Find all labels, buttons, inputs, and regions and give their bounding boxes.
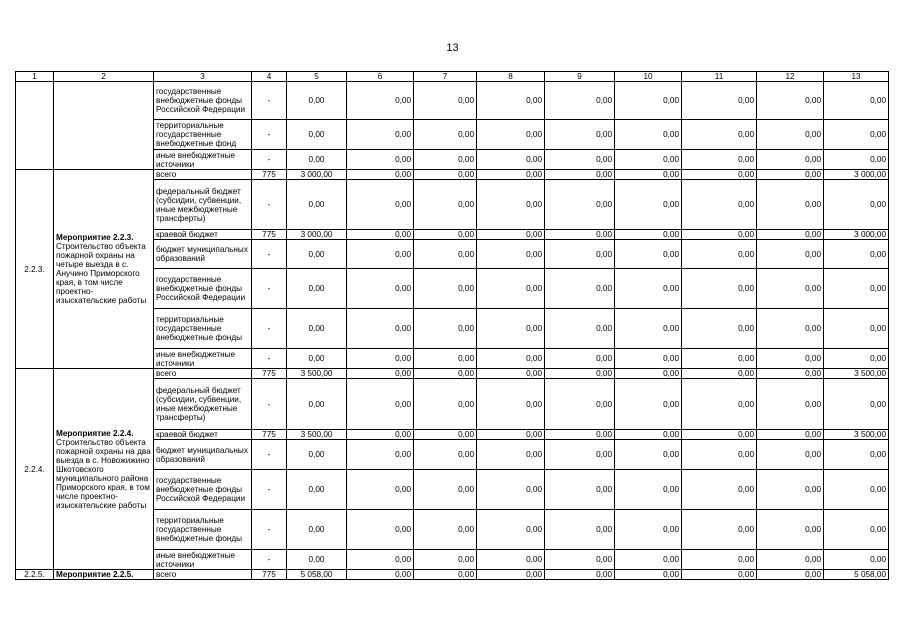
- measure-title: Мероприятие 2.2.3.: [56, 233, 134, 242]
- amount-cell: 0,00: [682, 550, 757, 570]
- amount-cell: 0,00: [682, 369, 757, 379]
- amount-cell: 0,00: [824, 82, 889, 120]
- amount-cell: 0,00: [545, 349, 615, 369]
- amount-cell: 0,00: [615, 550, 682, 570]
- measure-description: Строительство объекта пожарной охраны на четыре выезда в с. Анучино Приморского края, в том числе проектно-изыскательские работы: [56, 242, 147, 305]
- funding-source: федеральный бюджет (субсидии, субвенции, иные межбюджетные трансферты): [154, 180, 252, 230]
- amount-cell: 0,00: [615, 430, 682, 440]
- amount-cell: 3 500,00: [824, 430, 889, 440]
- amount-cell: 0,00: [757, 230, 824, 240]
- amount-cell: 0,00: [545, 180, 615, 230]
- amount-cell: 0,00: [414, 82, 477, 120]
- amount-cell: 0,00: [545, 170, 615, 180]
- measure-code: 2.2.3.: [16, 170, 54, 369]
- amount-cell: 0,00: [615, 369, 682, 379]
- amount-cell: 0,00: [545, 570, 615, 580]
- amount-cell: 0,00: [757, 309, 824, 349]
- amount-cell: 3 000,00: [824, 230, 889, 240]
- amount-cell: 0,00: [757, 120, 824, 150]
- amount-cell: 0,00: [414, 430, 477, 440]
- grbs-code: 775: [252, 170, 287, 180]
- column-header-9: 9: [545, 72, 615, 82]
- amount-cell: 0,00: [615, 240, 682, 269]
- amount-cell: 0,00: [477, 430, 545, 440]
- funding-source: иные внебюджетные источники: [154, 550, 252, 570]
- amount-cell: 0,00: [545, 510, 615, 550]
- amount-cell: 0,00: [287, 470, 347, 510]
- amount-cell: 0,00: [545, 120, 615, 150]
- grbs-code: -: [252, 510, 287, 550]
- amount-cell: 0,00: [824, 379, 889, 430]
- column-header-10: 10: [615, 72, 682, 82]
- measure-code: 2.2.4.: [16, 369, 54, 570]
- amount-cell: 0,00: [682, 349, 757, 369]
- measure-code: [16, 82, 54, 170]
- amount-cell: 0,00: [347, 440, 414, 470]
- amount-cell: 0,00: [477, 470, 545, 510]
- amount-cell: 0,00: [477, 180, 545, 230]
- amount-cell: 0,00: [545, 82, 615, 120]
- column-header-12: 12: [757, 72, 824, 82]
- amount-cell: 0,00: [414, 379, 477, 430]
- grbs-code: -: [252, 550, 287, 570]
- amount-cell: 3 500,00: [287, 369, 347, 379]
- amount-cell: 0,00: [414, 170, 477, 180]
- funding-source: иные внебюджетные источники: [154, 349, 252, 369]
- amount-cell: 0,00: [682, 440, 757, 470]
- amount-cell: 0,00: [682, 430, 757, 440]
- column-header-13: 13: [824, 72, 889, 82]
- amount-cell: 0,00: [477, 570, 545, 580]
- grbs-code: -: [252, 240, 287, 269]
- amount-cell: 0,00: [477, 240, 545, 269]
- amount-cell: 0,00: [757, 349, 824, 369]
- table-row: [16, 82, 889, 120]
- funding-source: краевой бюджет: [154, 230, 252, 240]
- amount-cell: 0,00: [824, 470, 889, 510]
- grbs-code: -: [252, 180, 287, 230]
- amount-cell: 0,00: [682, 510, 757, 550]
- amount-cell: 0,00: [615, 570, 682, 580]
- amount-cell: 0,00: [287, 180, 347, 230]
- funding-source: государственные внебюджетные фонды Российской Федерации: [154, 269, 252, 309]
- measure-description-cell: [54, 369, 154, 570]
- grbs-code: 775: [252, 369, 287, 379]
- amount-cell: 0,00: [682, 180, 757, 230]
- amount-cell: 0,00: [615, 150, 682, 170]
- amount-cell: 0,00: [414, 440, 477, 470]
- funding-source: территориальные государственные внебюджетные фонды: [154, 510, 252, 550]
- amount-cell: 0,00: [287, 379, 347, 430]
- column-header-7: 7: [414, 72, 477, 82]
- amount-cell: 0,00: [615, 120, 682, 150]
- page-number: 13: [446, 42, 459, 54]
- amount-cell: 0,00: [757, 269, 824, 309]
- amount-cell: 0,00: [615, 379, 682, 430]
- amount-cell: 0,00: [682, 240, 757, 269]
- grbs-code: -: [252, 470, 287, 510]
- measure-title: Мероприятие 2.2.5.: [56, 570, 134, 579]
- amount-cell: 0,00: [682, 570, 757, 580]
- amount-cell: 0,00: [757, 240, 824, 269]
- amount-cell: 0,00: [545, 430, 615, 440]
- amount-cell: 0,00: [414, 570, 477, 580]
- amount-cell: 0,00: [477, 120, 545, 150]
- amount-cell: 0,00: [477, 369, 545, 379]
- amount-cell: 3 500,00: [824, 369, 889, 379]
- amount-cell: 3 000,00: [824, 170, 889, 180]
- column-header-4: 4: [252, 72, 287, 82]
- amount-cell: 0,00: [347, 180, 414, 230]
- column-header-6: 6: [347, 72, 414, 82]
- amount-cell: 0,00: [287, 510, 347, 550]
- amount-cell: 0,00: [477, 550, 545, 570]
- amount-cell: 0,00: [615, 269, 682, 309]
- amount-cell: 0,00: [682, 230, 757, 240]
- measure-description-cell: [54, 170, 154, 369]
- amount-cell: 0,00: [682, 150, 757, 170]
- measure-description-cell: [54, 570, 154, 580]
- amount-cell: 0,00: [545, 269, 615, 309]
- amount-cell: 0,00: [757, 440, 824, 470]
- amount-cell: 0,00: [347, 349, 414, 369]
- amount-cell: 0,00: [347, 510, 414, 550]
- amount-cell: 0,00: [414, 510, 477, 550]
- amount-cell: 0,00: [287, 240, 347, 269]
- grbs-code: -: [252, 309, 287, 349]
- amount-cell: 0,00: [414, 120, 477, 150]
- amount-cell: 0,00: [615, 309, 682, 349]
- amount-cell: 0,00: [347, 550, 414, 570]
- amount-cell: 0,00: [347, 240, 414, 269]
- amount-cell: 0,00: [347, 430, 414, 440]
- amount-cell: 0,00: [477, 230, 545, 240]
- amount-cell: 0,00: [414, 240, 477, 269]
- amount-cell: 0,00: [414, 369, 477, 379]
- funding-source: всего: [154, 570, 252, 580]
- amount-cell: 0,00: [477, 82, 545, 120]
- amount-cell: 0,00: [545, 379, 615, 430]
- amount-cell: 0,00: [757, 150, 824, 170]
- amount-cell: 0,00: [757, 170, 824, 180]
- grbs-code: -: [252, 150, 287, 170]
- header-row: [16, 72, 889, 82]
- funding-source: государственные внебюджетные фонды Российской Федерации: [154, 470, 252, 510]
- amount-cell: 0,00: [824, 510, 889, 550]
- amount-cell: 0,00: [477, 349, 545, 369]
- amount-cell: 0,00: [682, 269, 757, 309]
- amount-cell: 0,00: [615, 82, 682, 120]
- table-row: [16, 369, 889, 379]
- amount-cell: 3 500,00: [287, 430, 347, 440]
- amount-cell: 0,00: [757, 82, 824, 120]
- amount-cell: 0,00: [824, 269, 889, 309]
- amount-cell: 0,00: [347, 570, 414, 580]
- amount-cell: 0,00: [347, 120, 414, 150]
- amount-cell: 0,00: [615, 440, 682, 470]
- amount-cell: 0,00: [682, 82, 757, 120]
- amount-cell: 0,00: [615, 230, 682, 240]
- amount-cell: 0,00: [287, 120, 347, 150]
- grbs-code: 775: [252, 570, 287, 580]
- amount-cell: 0,00: [287, 82, 347, 120]
- amount-cell: 0,00: [477, 309, 545, 349]
- column-header-8: 8: [477, 72, 545, 82]
- amount-cell: 0,00: [477, 269, 545, 309]
- column-header-11: 11: [682, 72, 757, 82]
- amount-cell: 0,00: [824, 120, 889, 150]
- amount-cell: 0,00: [414, 470, 477, 510]
- amount-cell: 0,00: [757, 470, 824, 510]
- amount-cell: 3 000,00: [287, 230, 347, 240]
- funding-source: федеральный бюджет (субсидии, субвенции, иные межбюджетные трансферты): [154, 379, 252, 430]
- amount-cell: 0,00: [414, 180, 477, 230]
- amount-cell: 0,00: [545, 470, 615, 510]
- measure-title: Мероприятие 2.2.4.: [56, 428, 134, 438]
- amount-cell: 0,00: [615, 349, 682, 369]
- grbs-code: -: [252, 269, 287, 309]
- column-header-5: 5: [287, 72, 347, 82]
- amount-cell: 0,00: [477, 150, 545, 170]
- amount-cell: 0,00: [477, 170, 545, 180]
- funding-source: бюджет муниципальных образований: [154, 440, 252, 470]
- funding-source: территориальные государственные внебюджетные фонды: [154, 309, 252, 349]
- amount-cell: 0,00: [757, 430, 824, 440]
- amount-cell: 0,00: [757, 510, 824, 550]
- amount-cell: 0,00: [287, 150, 347, 170]
- amount-cell: 0,00: [824, 309, 889, 349]
- amount-cell: 0,00: [347, 269, 414, 309]
- amount-cell: 0,00: [682, 470, 757, 510]
- funding-source: всего: [154, 170, 252, 180]
- amount-cell: 0,00: [347, 230, 414, 240]
- amount-cell: 0,00: [347, 170, 414, 180]
- table-row: [16, 570, 889, 580]
- amount-cell: 0,00: [477, 379, 545, 430]
- amount-cell: 0,00: [545, 240, 615, 269]
- measure-code: 2.2.5.: [16, 570, 54, 580]
- amount-cell: 5 058,00: [824, 570, 889, 580]
- table-body: [16, 82, 889, 580]
- grbs-code: 775: [252, 430, 287, 440]
- amount-cell: 0,00: [615, 180, 682, 230]
- amount-cell: 0,00: [615, 170, 682, 180]
- amount-cell: 0,00: [414, 150, 477, 170]
- grbs-code: -: [252, 120, 287, 150]
- amount-cell: 3 000,00: [287, 170, 347, 180]
- funding-source: территориальные государственные внебюджетные фонд: [154, 120, 252, 150]
- amount-cell: 0,00: [414, 230, 477, 240]
- funding-source: краевой бюджет: [154, 430, 252, 440]
- amount-cell: 0,00: [824, 349, 889, 369]
- measure-description-cell: [54, 82, 154, 170]
- amount-cell: 0,00: [477, 440, 545, 470]
- amount-cell: 0,00: [682, 379, 757, 430]
- amount-cell: 0,00: [347, 82, 414, 120]
- funding-source: государственные внебюджетные фонды Российской Федерации: [154, 82, 252, 120]
- amount-cell: 0,00: [824, 550, 889, 570]
- grbs-code: -: [252, 440, 287, 470]
- funding-source: иные внебюджетные источники: [154, 150, 252, 170]
- amount-cell: 0,00: [545, 230, 615, 240]
- amount-cell: 0,00: [545, 440, 615, 470]
- amount-cell: 0,00: [824, 240, 889, 269]
- grbs-code: 775: [252, 230, 287, 240]
- measure-description: Строительство объекта пожарной охраны на два выезда в с. Новожижино Шкотовского муниципального района Приморского края, в том числе проектно-изыскательские работы: [56, 437, 151, 510]
- funding-source: бюджет муниципальных образований: [154, 240, 252, 269]
- amount-cell: 0,00: [757, 550, 824, 570]
- amount-cell: 0,00: [347, 309, 414, 349]
- amount-cell: 0,00: [287, 349, 347, 369]
- amount-cell: 0,00: [414, 309, 477, 349]
- grbs-code: -: [252, 349, 287, 369]
- amount-cell: 0,00: [757, 369, 824, 379]
- amount-cell: 0,00: [545, 150, 615, 170]
- amount-cell: 0,00: [287, 309, 347, 349]
- amount-cell: 0,00: [347, 470, 414, 510]
- amount-cell: 0,00: [477, 510, 545, 550]
- amount-cell: 0,00: [545, 550, 615, 570]
- amount-cell: 0,00: [682, 309, 757, 349]
- amount-cell: 5 058,00: [287, 570, 347, 580]
- amount-cell: 0,00: [347, 379, 414, 430]
- funding-source: всего: [154, 369, 252, 379]
- amount-cell: 0,00: [287, 550, 347, 570]
- grbs-code: -: [252, 82, 287, 120]
- amount-cell: 0,00: [545, 369, 615, 379]
- amount-cell: 0,00: [287, 269, 347, 309]
- amount-cell: 0,00: [545, 309, 615, 349]
- amount-cell: 0,00: [757, 570, 824, 580]
- table-row: [16, 170, 889, 180]
- grbs-code: -: [252, 379, 287, 430]
- amount-cell: 0,00: [347, 150, 414, 170]
- amount-cell: 0,00: [824, 180, 889, 230]
- amount-cell: 0,00: [414, 550, 477, 570]
- amount-cell: 0,00: [682, 170, 757, 180]
- column-header-1: 1: [16, 72, 54, 82]
- amount-cell: 0,00: [757, 379, 824, 430]
- amount-cell: 0,00: [347, 369, 414, 379]
- column-header-2: 2: [54, 72, 154, 82]
- amount-cell: 0,00: [414, 349, 477, 369]
- amount-cell: 0,00: [682, 120, 757, 150]
- budget-table: [15, 71, 889, 580]
- amount-cell: 0,00: [615, 470, 682, 510]
- amount-cell: 0,00: [757, 180, 824, 230]
- amount-cell: 0,00: [824, 440, 889, 470]
- amount-cell: 0,00: [287, 440, 347, 470]
- amount-cell: 0,00: [615, 510, 682, 550]
- amount-cell: 0,00: [414, 269, 477, 309]
- column-header-3: 3: [154, 72, 252, 82]
- amount-cell: 0,00: [824, 150, 889, 170]
